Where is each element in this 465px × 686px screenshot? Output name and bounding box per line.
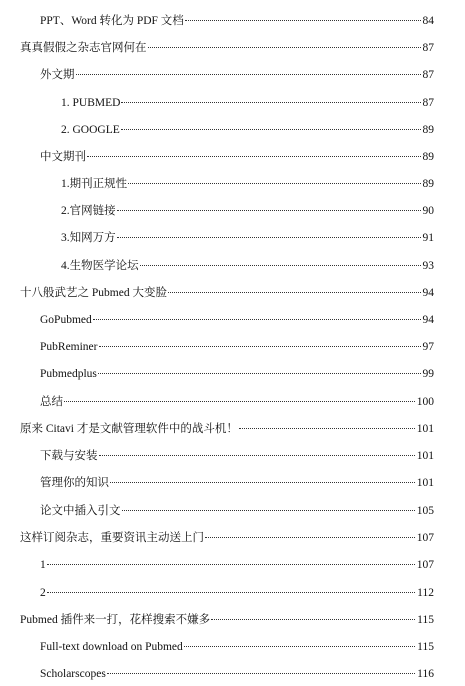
- toc-entry-title: 外文期: [40, 69, 75, 81]
- toc-dot-leader: [148, 47, 421, 48]
- toc-dot-leader: [47, 564, 415, 565]
- toc-entry: [40, 449, 434, 463]
- toc-entry-title: 十八般武艺之 Pubmed 大变脸: [20, 287, 167, 299]
- toc-entry-title: 管理你的知识: [40, 477, 109, 489]
- toc-dot-leader: [93, 319, 421, 320]
- toc-entry-page: 89: [422, 124, 434, 136]
- toc-entry-title: 2.官网链接: [61, 205, 116, 217]
- toc-entry-title: PubReminer: [40, 341, 98, 353]
- toc-entry-page: 101: [416, 450, 434, 462]
- toc-dot-leader: [117, 210, 421, 211]
- toc-entry-page: 93: [422, 260, 434, 272]
- toc-entry-title: 真真假假之杂志官网何在: [20, 42, 147, 54]
- toc-dot-leader: [140, 265, 421, 266]
- toc-entry-page: 90: [422, 205, 434, 217]
- toc-entry: [20, 531, 434, 545]
- toc-entry-page: 94: [422, 287, 434, 299]
- toc-entry-page: 116: [417, 668, 434, 680]
- toc-entry-page: 100: [416, 396, 434, 408]
- toc-entry-title: Pubmed 插件来一打，花样搜索不嫌多: [20, 614, 211, 626]
- toc-dot-leader: [121, 102, 420, 103]
- toc-dot-leader: [211, 619, 415, 620]
- toc-entry: [40, 395, 434, 409]
- toc-entry-title: 这样订阅杂志，重要资讯主动送上门: [20, 532, 204, 544]
- toc-entry-title: 1: [40, 559, 46, 571]
- toc-entry: [20, 286, 434, 300]
- toc-entry: [40, 14, 434, 28]
- toc-entry: [40, 640, 434, 654]
- toc-dot-leader: [117, 237, 421, 238]
- toc-entry: [40, 150, 434, 164]
- toc-entry-title: Scholarscopes: [40, 668, 106, 680]
- toc-dot-leader: [98, 373, 421, 374]
- toc-entry-page: 89: [422, 178, 434, 190]
- toc-entry-title: Pubmedplus: [40, 368, 97, 380]
- toc-entry: [61, 177, 434, 191]
- toc-dot-leader: [121, 129, 421, 130]
- toc-entry-title: 2: [40, 587, 46, 599]
- toc-entry-title: 2. GOOGLE: [61, 124, 120, 136]
- toc-dot-leader: [184, 646, 415, 647]
- toc-entry: [40, 504, 434, 518]
- toc-entry-page: 115: [417, 614, 434, 626]
- toc-entry-page: 84: [422, 15, 434, 27]
- toc-entry-page: 101: [416, 423, 434, 435]
- toc-entry-title: Full-text download on Pubmed: [40, 641, 183, 653]
- toc-dot-leader: [122, 510, 415, 511]
- toc-entry-title: 下载与安装: [40, 450, 98, 462]
- toc-dot-leader: [239, 428, 415, 429]
- toc-entry-page: 105: [416, 505, 434, 517]
- toc-entry: [40, 476, 434, 490]
- toc-entry-page: 91: [422, 232, 434, 244]
- toc-dot-leader: [185, 20, 421, 21]
- toc-dot-leader: [76, 74, 421, 75]
- toc-dot-leader: [87, 156, 421, 157]
- toc-entry-page: 87: [422, 42, 434, 54]
- toc-entry-page: 107: [416, 532, 434, 544]
- toc-entry-page: 87: [422, 69, 434, 81]
- toc-dot-leader: [110, 482, 415, 483]
- toc-entry: [61, 231, 434, 245]
- toc-entry-title: 总结: [40, 396, 63, 408]
- toc-entry: [40, 313, 434, 327]
- toc-entry: [40, 667, 434, 681]
- toc-entry-title: 4.生物医学论坛: [61, 260, 139, 272]
- toc-entry: [61, 96, 434, 110]
- toc-dot-leader: [128, 183, 420, 184]
- toc-entry-title: 1.期刊正规性: [61, 178, 128, 190]
- toc-entry-page: 94: [422, 314, 434, 326]
- toc-entry: [40, 558, 434, 572]
- toc-entry-title: 中文期刊: [40, 151, 86, 163]
- toc-dot-leader: [168, 292, 421, 293]
- toc-entry-page: 101: [416, 477, 434, 489]
- toc-entry: [61, 259, 434, 273]
- toc-entry-page: 89: [422, 151, 434, 163]
- toc-entry-title: 原来 Citavi 才是文献管理软件中的战斗机！: [20, 423, 238, 435]
- toc-entry-page: 115: [417, 641, 434, 653]
- toc-entry: [61, 204, 434, 218]
- toc-entry: [40, 340, 434, 354]
- toc-entry-page: 87: [422, 97, 434, 109]
- toc-entry-page: 112: [417, 587, 434, 599]
- toc-entry: [40, 367, 434, 381]
- toc-entry-page: 107: [416, 559, 434, 571]
- toc-entry-title: PPT、Word 转化为 PDF 文档: [40, 15, 184, 27]
- toc-entry: [40, 586, 434, 600]
- toc-entry-page: 97: [422, 341, 434, 353]
- toc-entry-title: 3.知网万方: [61, 232, 116, 244]
- toc-dot-leader: [64, 401, 415, 402]
- toc-dot-leader: [99, 346, 421, 347]
- toc-entry: [61, 123, 434, 137]
- toc-dot-leader: [107, 673, 415, 674]
- toc-entry: [40, 68, 434, 82]
- toc-dot-leader: [47, 592, 415, 593]
- toc-entry-page: 99: [422, 368, 434, 380]
- toc-entry: [20, 41, 434, 55]
- toc-entry: [20, 613, 434, 627]
- toc-entry-title: GoPubmed: [40, 314, 92, 326]
- toc-entry: [20, 422, 434, 436]
- toc-dot-leader: [205, 537, 415, 538]
- toc-entry-title: 1. PUBMED: [61, 97, 121, 109]
- toc-entry-title: 论文中插入引文: [40, 505, 121, 517]
- toc-dot-leader: [99, 455, 415, 456]
